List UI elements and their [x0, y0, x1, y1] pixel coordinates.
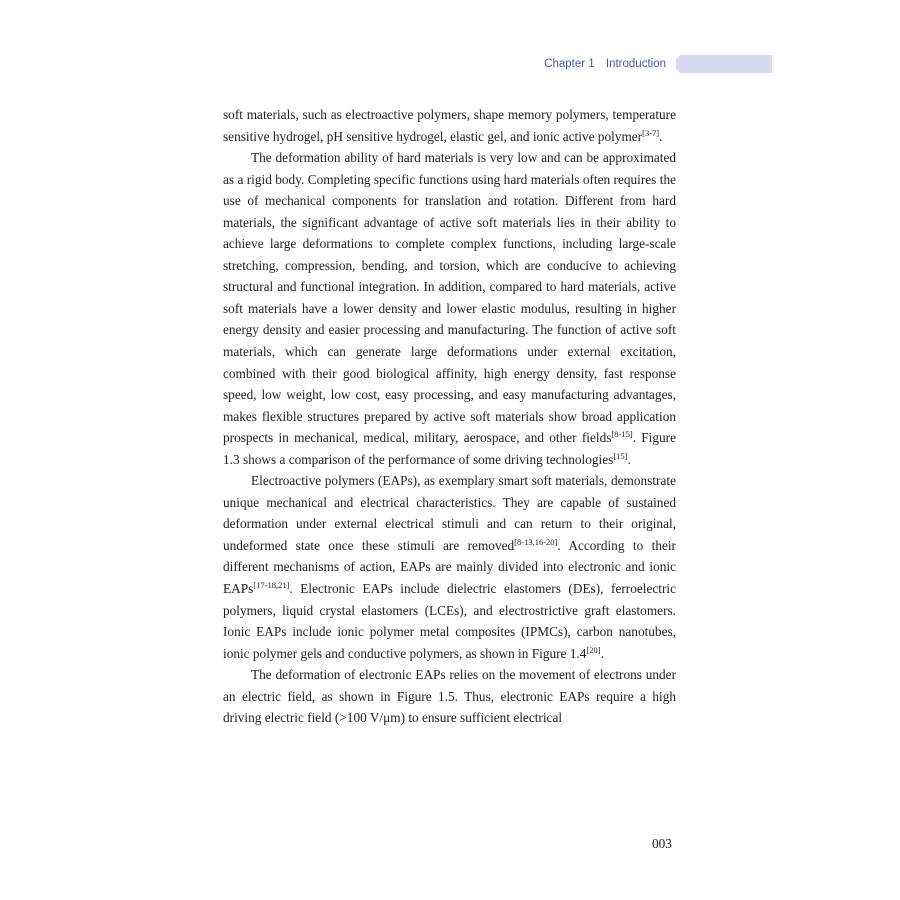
text-segment: Electroactive polymers (EAPs), as exemplary smart soft materials, demonstrate unique mechanical and electrical characteristics. They are capable of sustained deformation under external electrical stimuli and can return to their original, undeformed state once these stimuli are removed [223, 473, 676, 553]
paragraph-2 [223, 147, 676, 470]
text-segment: The deformation of electronic EAPs relies on the movement of electrons under an electric field, as shown in Figure 1.5. Thus, electronic EAPs require a high driving electric field (>100 V/μm) to ensure sufficient electrical [223, 667, 676, 726]
text-segment: The deformation ability of hard materials is very low and can be approximated as a rigid body. Completing specific functions using hard materials often requires the use of mechanical components for translation and rotation. Different from hard materials, the significant advantage of active soft materials lies in their ability to achieve large deformations to complete complex functions, including large-scale stretching, compression, bending, and torsion, which are conducive to achieving structural and functional integration. In addition, compared to hard materials, active soft materials have a lower density and lower elastic modulus, resulting in higher energy density and easier processing and manufacturing. The function of active soft materials, which can generate large deformations under external excitation, combined with their good biological affinity, high energy density, fast response speed, low weight, low cost, easy processing, and easy manufacturing advantages, makes flexible structures prepared by active soft materials show broad application prospects in mechanical, medical, military, aerospace, and other fields [223, 150, 676, 446]
header-accent-bar [676, 55, 772, 73]
page-number: 003 [652, 836, 672, 851]
citation: [3-7] [642, 127, 660, 138]
text-segment: soft materials, such as electroactive polymers, shape memory polymers, temperature sensitive hydrogel, pH sensitive hydrogel, elastic gel, and ionic active polymer [223, 107, 676, 144]
citation: [20] [586, 644, 601, 655]
paragraph-4 [223, 664, 676, 729]
text-segment: . Figure 1.3 shows a comparison of the performance of some driving technologies [223, 430, 676, 467]
text-segment: . [600, 645, 604, 661]
text-segment: . [659, 128, 663, 144]
paragraph-1 [223, 104, 676, 147]
citation: [17-18,21] [253, 580, 290, 591]
section-title: Introduction [605, 58, 666, 70]
text-segment: . Electronic EAPs include dielectric elastomers (DEs), ferroelectric polymers, liquid crystal elastomers (LCEs), and electrostrictive graft elastomers. Ionic EAPs include ionic polymer metal composites (IPMCs), carbon nanotubes, ionic polymer gels and conductive polymers, as shown in Figure 1.4 [223, 581, 676, 661]
citation: [8-15] [611, 429, 633, 440]
body-text [223, 104, 676, 729]
running-header [544, 58, 666, 70]
chapter-label: Chapter 1 [544, 58, 595, 70]
text-segment: . [627, 451, 631, 467]
paragraph-3 [223, 470, 676, 664]
text-segment: . According to their different mechanisms of action, EAPs are mainly divided into electronic and ionic EAPs [223, 537, 676, 597]
citation: [8-13,16-20] [514, 536, 558, 547]
citation: [15] [613, 450, 628, 461]
